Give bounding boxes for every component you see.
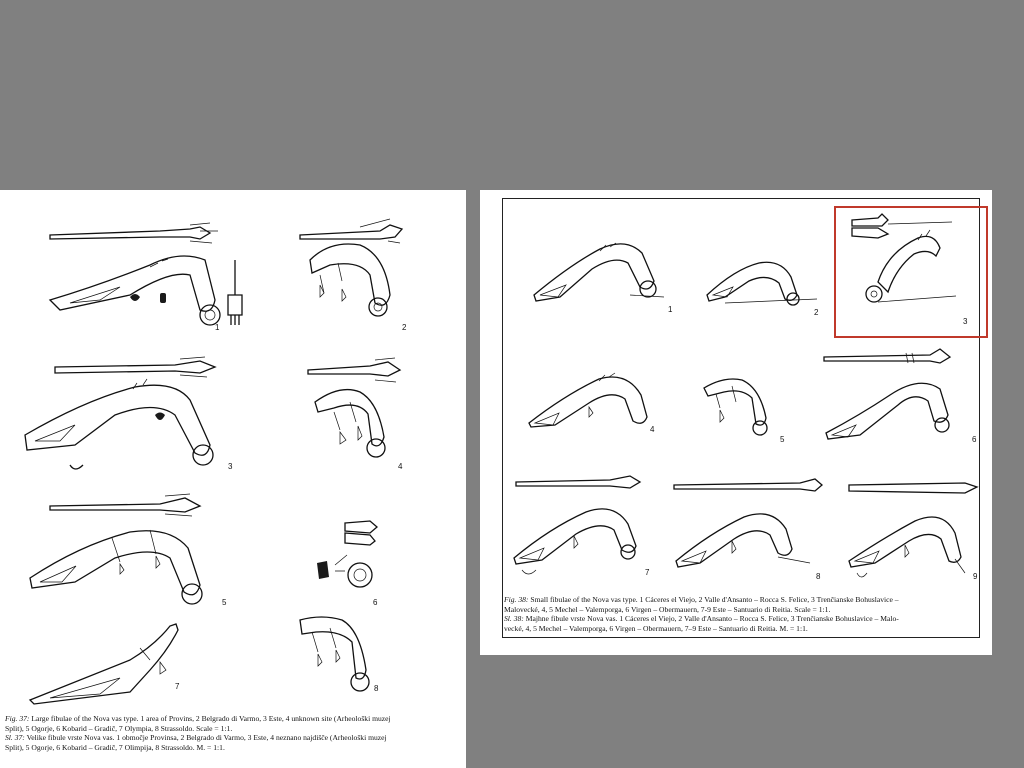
fibula-drawing-9	[845, 477, 985, 592]
right-plate-page	[480, 190, 992, 655]
fig-number-7: 7	[645, 568, 650, 577]
fibula-drawing-4	[300, 352, 410, 477]
figure-37-caption	[5, 714, 391, 752]
fibula-drawing-5	[700, 370, 790, 455]
fig-number-5: 5	[222, 598, 227, 607]
fig-number-1: 1	[215, 323, 220, 332]
fibula-drawing-3	[15, 355, 235, 480]
caption-line-3: Velike fibule vrste Nova vas. 1 območje Provinsa, 2 Belgrado di Varmo, 3 Este, 4 neznano najdišče (Arheološki muzej	[24, 733, 387, 743]
fibula-drawing-2	[290, 215, 420, 340]
caption-line-4: vecké, 4, 5 Mechel – Valemporga, 6 Virgen – Obermauern, 7–9 Este – Santuario di Reitia. M. = 1:1.	[504, 623, 808, 633]
fig-number-9: 9	[973, 572, 978, 581]
caption-label-en: Fig. 37:	[5, 714, 30, 723]
fibula-drawing-7	[510, 472, 660, 587]
fibula-drawing-2	[705, 255, 825, 320]
fibula-drawing-6	[315, 515, 405, 600]
left-plate-page	[0, 190, 466, 768]
fig-number-3: 3	[228, 462, 233, 471]
fibula-drawing-7	[20, 620, 200, 715]
fig-number-2: 2	[402, 323, 407, 332]
fibula-drawing-4	[525, 365, 665, 450]
fig-number-4: 4	[398, 462, 403, 471]
fig-number-4: 4	[650, 425, 655, 434]
fibula-drawing-6	[820, 345, 970, 455]
caption-line-2: Split), 5 Ogorje, 6 Kobarid – Gradič, 7 Olympia, 8 Strassoldo. Scale = 1:1.	[5, 723, 233, 733]
fig-number-5: 5	[780, 435, 785, 444]
fibula-drawing-1	[530, 235, 673, 320]
caption-line-1: Large fibulae of the Nova vas type. 1 area of Provins, 2 Belgrado di Varmo, 3 Este, 4 unknown site (Arheološki muzej	[29, 714, 391, 723]
fig-number-7: 7	[175, 682, 180, 691]
fibula-drawing-8	[670, 477, 830, 582]
figure-38-caption	[504, 595, 899, 633]
fig-number-6: 6	[373, 598, 378, 607]
caption-label-sl: Sl. 38:	[504, 614, 524, 624]
fig-number-6: 6	[972, 435, 977, 444]
caption-label-sl: Sl. 37:	[5, 733, 25, 743]
fig-number-8: 8	[374, 684, 379, 693]
caption-line-4: Split), 5 Ogorje, 6 Kobarid – Gradič, 7 Olimpija, 8 Strassoldo. M. = 1:1.	[5, 742, 225, 752]
caption-line-2: Malovecké, 4, 5 Mechel – Valemporga, 6 Virgen – Obermauern, 7-9 Este – Santuario di Reitia. Scale = 1:1.	[504, 604, 831, 614]
caption-line-3: Majhne fibule vrste Nova vas. 1 Cáceres el Viejo, 2 Valle d'Ansanto – Rocca S. Felice, 3 Trenčianske Bohuslavice – Malo-	[523, 614, 899, 624]
fig-number-1: 1	[668, 305, 673, 314]
fig-number-2: 2	[814, 308, 819, 317]
fig-number-3: 3	[963, 317, 968, 326]
highlight-box	[834, 206, 988, 338]
fibula-drawing-1	[40, 215, 250, 340]
fibula-drawing-8	[292, 610, 402, 705]
fig-number-8: 8	[816, 572, 821, 581]
fibula-drawing-5	[20, 490, 230, 615]
caption-line-1: Small fibulae of the Nova vas type. 1 Cáceres el Viejo, 2 Valle d'Ansanto – Rocca S. Felice, 3 Trenčianske Bohuslavice –	[528, 595, 899, 604]
caption-label-en: Fig. 38:	[504, 595, 529, 604]
